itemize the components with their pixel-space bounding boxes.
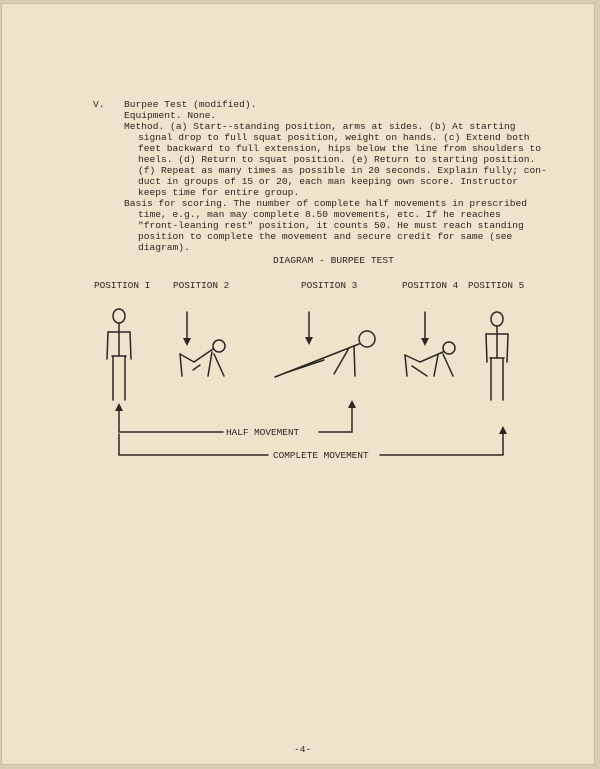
diagram-title: DIAGRAM - BURPEE TEST (273, 255, 394, 266)
method-line: heels. (d) Return to squat position. (e) Return to starting position. (138, 154, 536, 165)
section-numeral: V. (93, 99, 105, 110)
complete-movement-label: COMPLETE MOVEMENT (273, 450, 369, 461)
method-line: feet backward to full extension, hips below the line from shoulders to (138, 143, 542, 154)
figure-standing-position-5 (486, 312, 508, 400)
position-label-1: POSITION I (94, 280, 151, 291)
document-page (2, 4, 594, 764)
figure-plank-position-3 (275, 312, 375, 377)
figure-standing-position-1 (107, 309, 131, 400)
method-line: keeps time for entire group. (138, 187, 300, 198)
figure-squat-position-4 (405, 312, 455, 376)
position-label-2: POSITION 2 (173, 280, 230, 291)
position-label-3: POSITION 3 (301, 280, 358, 291)
scoring-line: "front-leaning rest" position, it counts 50. He must reach standing (138, 220, 524, 231)
figure-squat-position-2 (180, 312, 225, 376)
scoring-line: position to complete the movement and secure credit for same (see (138, 231, 513, 242)
scoring-line: Basis for scoring. The number of complete half movements in prescribed (124, 198, 528, 209)
equipment-line: Equipment. None. (124, 110, 217, 121)
position-label-5: POSITION 5 (468, 280, 525, 291)
burpee-diagram (2, 4, 594, 764)
scoring-line: diagram). (138, 242, 190, 253)
position-label-4: POSITION 4 (402, 280, 459, 291)
method-line: signal drop to full squat position, weight on hands. (c) Extend both (138, 132, 530, 143)
method-line: Method. (a) Start--standing position, arms at sides. (b) At starting (124, 121, 516, 132)
method-line: (f) Repeat as many times as possible in 20 seconds. Explain fully; con- (138, 165, 547, 176)
half-movement-label: HALF MOVEMENT (226, 427, 300, 438)
page-number: -4- (294, 744, 312, 755)
section-title: Burpee Test (modified). (124, 99, 257, 110)
method-line: duct in groups of 15 or 20, each man keeping own score. Instructor (138, 176, 518, 187)
scoring-line: time, e.g., man may complete 8.50 movements, etc. If he reaches (138, 209, 501, 220)
